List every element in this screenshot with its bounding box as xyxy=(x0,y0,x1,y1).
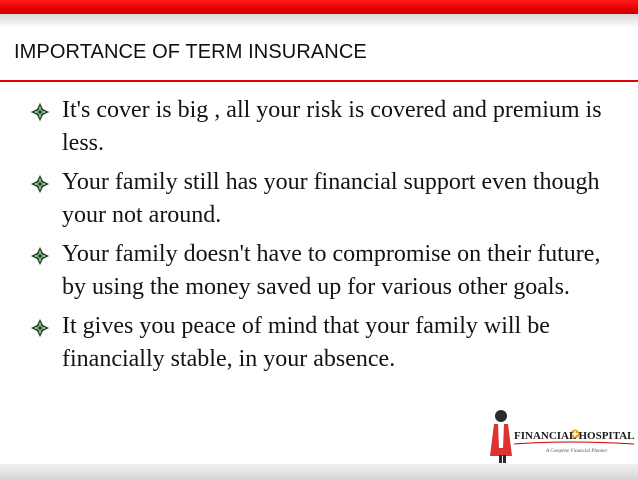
top-red-bar xyxy=(0,0,638,14)
diamond-bullet-icon xyxy=(30,246,50,266)
bullet-item xyxy=(28,238,628,304)
bullet-text: Your family still has your financial support even though your not around. xyxy=(62,169,600,228)
title-divider xyxy=(0,80,638,82)
financial-hospital-logo xyxy=(488,408,638,464)
diamond-bullet-icon xyxy=(30,174,50,194)
diamond-bullet-icon xyxy=(30,102,50,122)
logo-tagline: A Complete Financial Planner xyxy=(546,449,608,454)
top-bar-shadow xyxy=(0,14,638,28)
bottom-gray-bar xyxy=(0,464,638,479)
bullet-text: It's cover is big , all your risk is covered and premium is less. xyxy=(62,97,602,156)
bullet-list xyxy=(28,94,628,382)
bullet-item xyxy=(28,94,628,160)
bullet-item xyxy=(28,166,628,232)
diamond-bullet-icon xyxy=(30,318,50,338)
logo-wordmark: FINANCIAL HOSPITAL xyxy=(514,430,635,442)
bullet-text: It gives you peace of mind that your family will be financially stable, in your absence. xyxy=(62,313,550,372)
slide-title: IMPORTANCE OF TERM INSURANCE xyxy=(14,41,367,63)
bullet-text: Your family doesn't have to compromise on their future, by using the money saved up for various other goals. xyxy=(62,241,601,300)
bullet-item xyxy=(28,310,628,376)
